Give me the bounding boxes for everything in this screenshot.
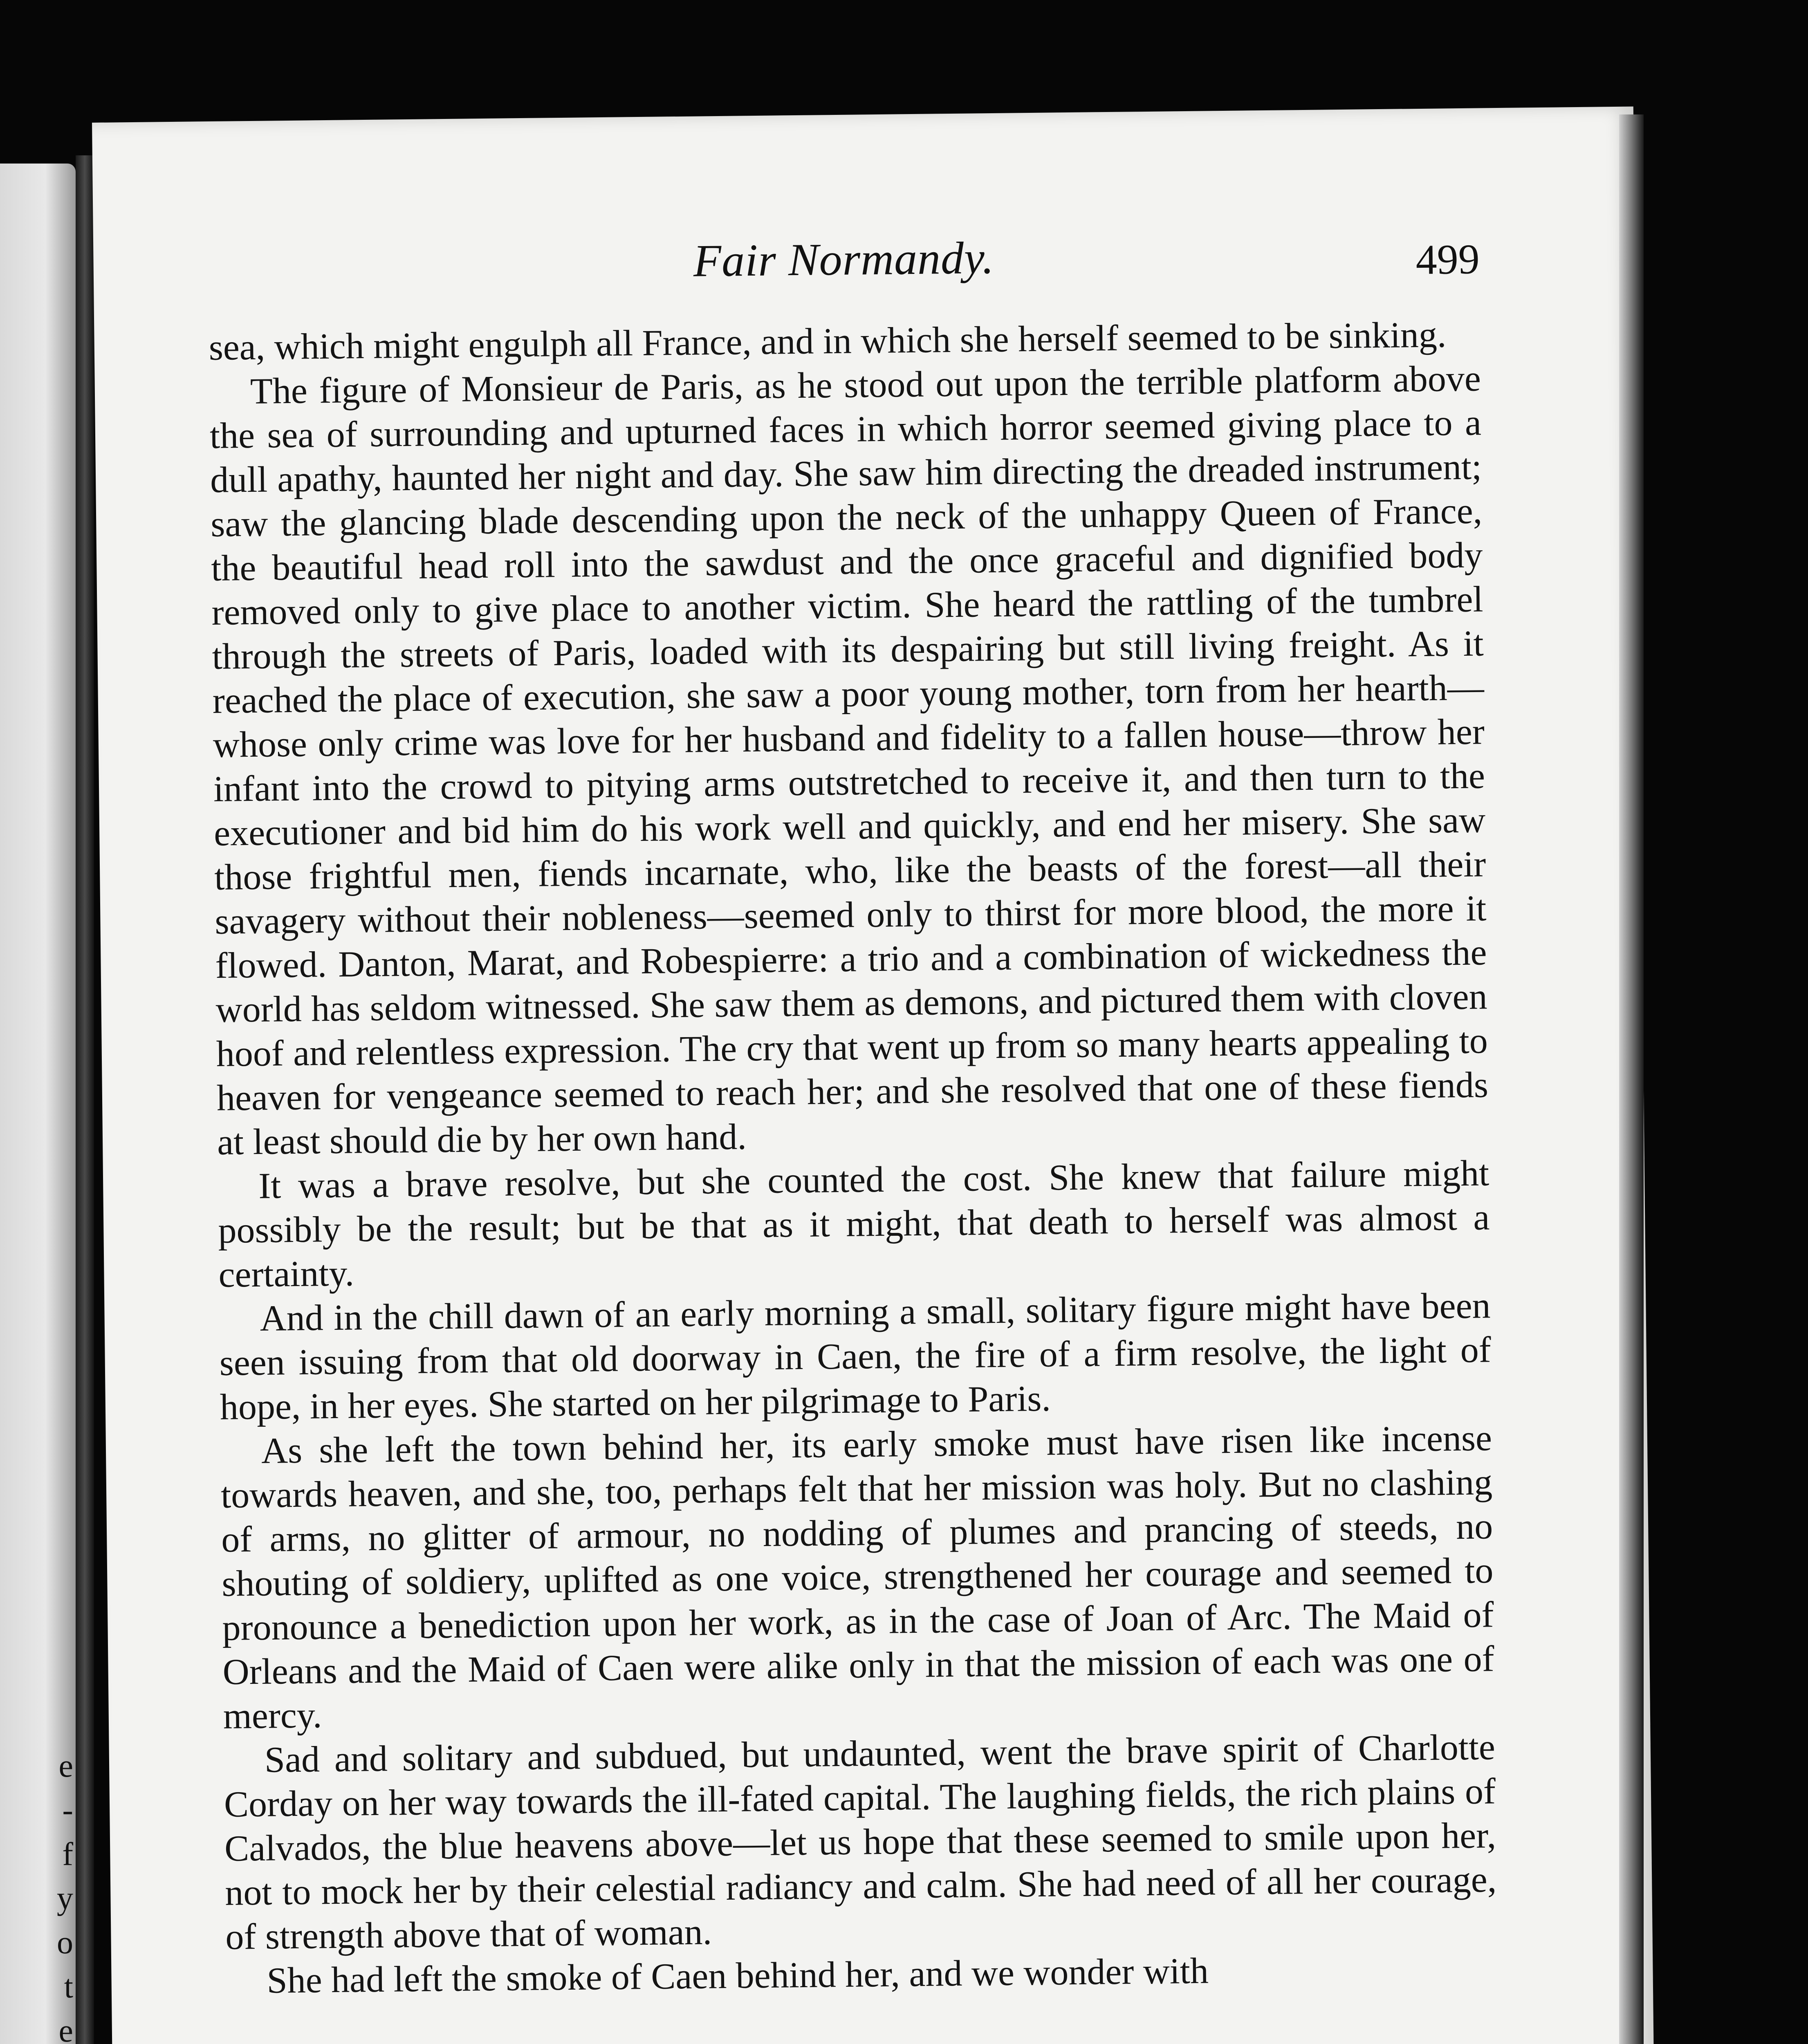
facing-page-letter: e <box>58 1748 73 1784</box>
paragraph: And in the chill dawn of an early morning a small, solitary figure might have been seen issuing from that old doorway in Caen, the fire of a firm resolve, the light of hope, in her eyes. She started on her pilgrimage to Paris. <box>219 1285 1492 1428</box>
paragraph: The figure of Monsieur de Paris, as he stood out upon the terrible platform above the sea of surrounding and upturned faces in which horror seemed giving place to a dull apathy, haunted her night and day. She saw him directing the dreaded instrument; saw the glancing blade descending upon the neck of the unhappy Queen of France, the beautiful head roll into the sawdust and the once graceful and dignified body removed only to give place to another victim. She heard the rattling of the tumbrel through the streets of Paris, loaded with its despairing but still living freight. As it reached the place of execution, she saw a poor young mother, torn from her hearth—whose only crime was love for her husband and fidelity to a fallen house—throw her infant into the crowd to pitying arms outstretched to receive it, and then turn to the executioner and bid him do his work well and quickly, and end her misery. She saw those frightful men, fiends incarnate, who, like the beasts of the forest—all their savagery without their nobleness—seemed only to thirst for more blood, the more it flowed. Danton, Marat, and Robespierre: a trio and a combination of wickedness the world has seldom witnessed. She saw them as demons, and pictured them with cloven hoof and relentless expression. The cry that went up from so many hearts appealing to heaven for vengeance seemed to reach her; and she resolved that one of these fiends at least should die by her own hand. <box>209 358 1489 1163</box>
book-page <box>92 107 1660 2044</box>
facing-page-letter: e <box>58 2013 73 2044</box>
paragraph: It was a brave resolve, but she counted the cost. She knew that failure might possibly be the result; but be that as it might, that death to herself was almost a certainty. <box>218 1153 1490 1295</box>
facing-page-letter: - <box>62 1792 73 1828</box>
page-number: 499 <box>1415 235 1480 284</box>
facing-page-letter: f <box>62 1836 73 1872</box>
paragraph: She had left the smoke of Caen behind her, and we wonder with <box>267 1950 1209 2001</box>
paragraph: sea, which might engulph all France, and in which she herself seemed to be sinking. <box>209 314 1447 368</box>
body-text <box>209 312 1498 2003</box>
facing-page-letter: y <box>57 1880 73 1916</box>
paragraph: Sad and solitary and subdued, but undaunted, went the brave spirit of Charlotte Corday on her way towards the ill-fated capital. The laughing fields, the rich plains of Calvados, the blue heavens above—let us hope that these seemed to smile upon her, not to mock her by their celestial radiancy and calm. She had need of all her courage, of strength above that of woman. <box>224 1727 1497 1957</box>
page-right-edge <box>1619 114 1644 2044</box>
facing-page-letter: o <box>57 1925 73 1961</box>
page-header <box>208 226 1480 297</box>
facing-page-letter: t <box>64 1969 73 2005</box>
running-title: Fair Normandy. <box>693 232 995 287</box>
facing-page-edge <box>0 164 76 2044</box>
book-gutter <box>76 155 94 2044</box>
paragraph: As she left the town behind her, its early smoke must have risen like incense towards heaven, and she, too, perhaps felt that her mission was holy. But no clashing of arms, no glitter of armour, no nodding of plumes and prancing of steeds, no shouting of soldiery, uplifted as one voice, strengthened her courage and seemed to pronounce a benediction upon her work, as in the case of Joan of Arc. The Maid of Orleans and the Maid of Caen were alike only in that the mission of each was one of mercy. <box>220 1418 1495 1737</box>
